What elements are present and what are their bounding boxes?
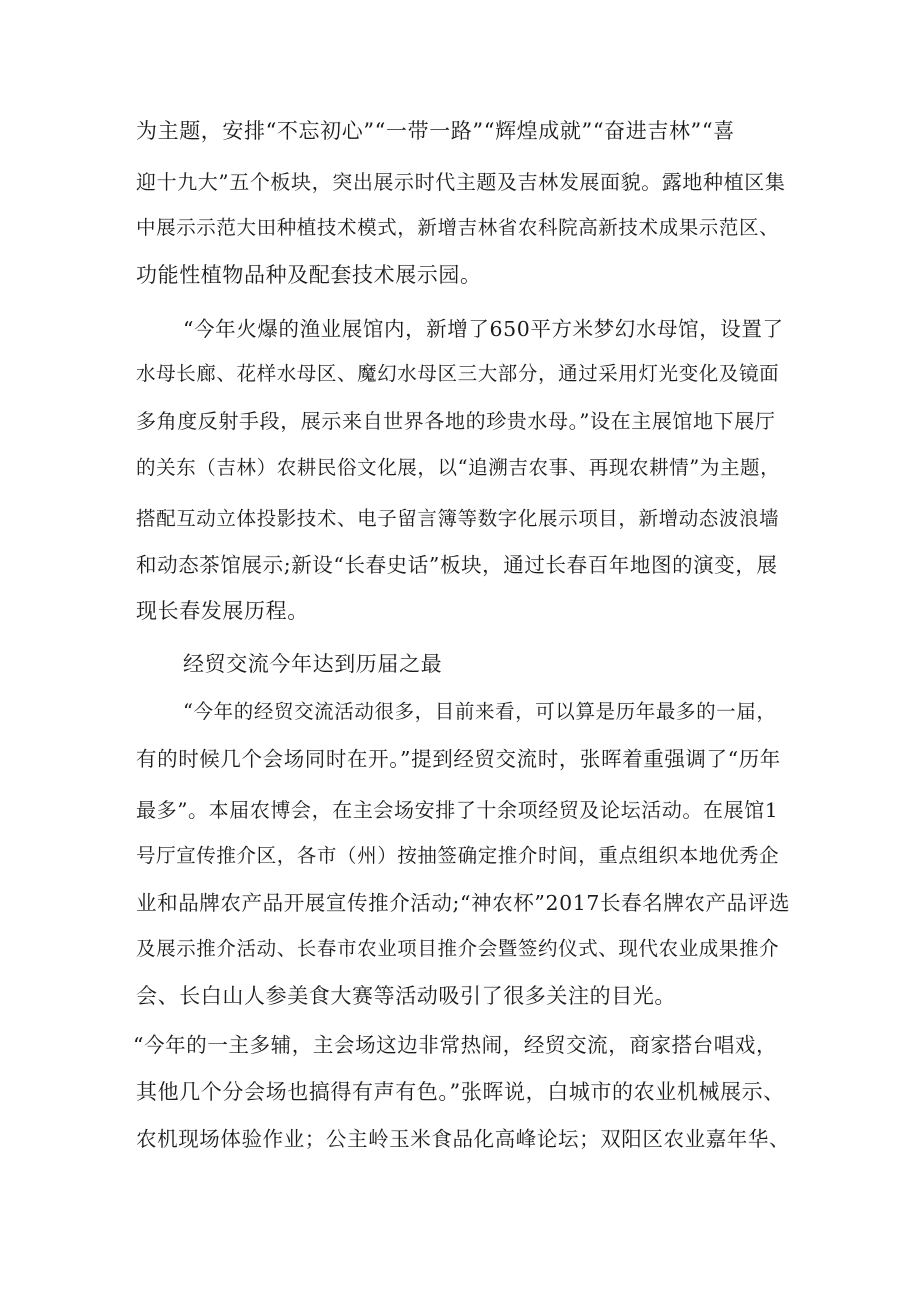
- text-line: 和动态茶馆展示;新设“长春史话”板块，通过长春百年地图的演变，展: [136, 553, 778, 577]
- text-line: 多角度反射手段，展示来自世界各地的珍贵水母。”设在主展馆地下展厅: [136, 409, 776, 433]
- text-line: 有的时候几个会场同时在开。”提到经贸交流时，张晖着重强调了“历年: [136, 747, 781, 771]
- text-line: “今年的经贸交流活动很多，目前来看，可以算是历年最多的一届，: [183, 700, 777, 723]
- text-line: 搭配互动立体投影技术、电子留言簿等数字化展示项目，新增动态波浪墙: [136, 507, 780, 530]
- text-line: 为主题，安排“不忘初心”“一带一路”“辉煌成就”“奋进吉林”“喜: [136, 119, 735, 143]
- text-line: 农机现场体验作业；公主岭玉米食品化高峰论坛；双阳区农业嘉年华、: [136, 1127, 791, 1151]
- text-line: 会、长白山人参美食大赛等活动吸引了很多关注的目光。: [136, 984, 676, 1008]
- text-line: 及展示推介活动、长春市农业项目推介会暨签约仪式、现代农业成果推介: [136, 937, 780, 960]
- text-line: 现长春发展历程。: [136, 599, 309, 623]
- text-line: 其他几个分会场也搞得有声有色。”张晖说，白城市的农业机械展示、: [136, 1080, 785, 1104]
- text-line: 迎十九大”五个板块，突出展示时代主题及吉林发展面貌。露地种植区集: [136, 170, 786, 194]
- text-line: “今年火爆的渔业展馆内，新增了650平方米梦幻水母馆，设置了: [183, 317, 784, 341]
- text-line: 中展示示范大田种植技术模式，新增吉林省农科院高新技术成果示范区、: [136, 216, 780, 239]
- text-line: “今年的一主多辅，主会场这边非常热闹，经贸交流，商家搭台唱戏，: [133, 1033, 778, 1057]
- text-line: 水母长廊、花样水母区、魔幻水母区三大部分，通过采用灯光变化及镜面: [136, 362, 780, 385]
- text-line: 功能性植物品种及配套技术展示园。: [136, 263, 482, 287]
- text-line: 的关东（吉林）农耕民俗文化展，以“追溯吉农事、再现农耕情”为主题，: [136, 456, 781, 479]
- heading-line: 经贸交流今年达到历届之最: [183, 652, 443, 676]
- text-line: 最多”。本届农博会，在主会场安排了十余项经贸及论坛活动。在展馆1: [136, 798, 779, 822]
- text-line: 号厅宣传推介区，各市（州）按抽签确定推介时间，重点组织本地优秀企: [136, 844, 780, 867]
- text-line: 业和品牌农产品开展宣传推介活动;“神农杯”2017长春名牌农产品评选: [136, 891, 790, 915]
